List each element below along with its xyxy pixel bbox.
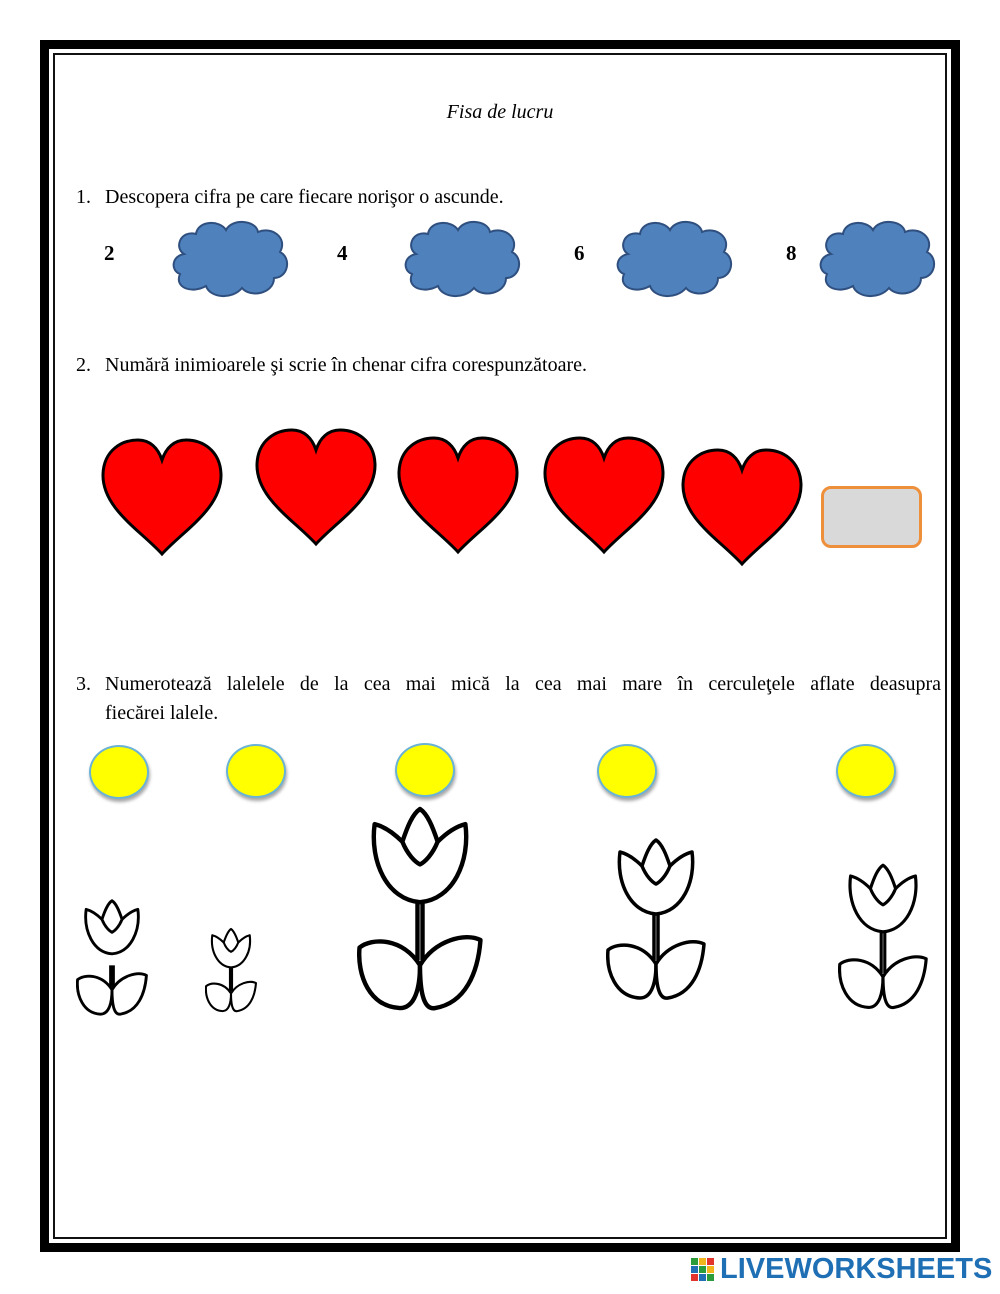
tulip-order-circle-2[interactable]	[226, 744, 286, 798]
heart-count-answer-box[interactable]	[821, 486, 922, 548]
heart-icon	[100, 438, 224, 558]
cloud-shape	[174, 222, 288, 296]
cloud-answer-1[interactable]	[170, 218, 292, 300]
liveworksheets-brand-text: LIVEWORKSHEETS	[720, 1252, 993, 1285]
tulip-order-circle-1[interactable]	[89, 745, 149, 799]
cloud-answer-2[interactable]	[402, 218, 524, 300]
cloud-answer-4[interactable]	[817, 218, 939, 300]
question-1-text: Descopera cifra pe care fiecare norişor o ascunde.	[105, 186, 504, 208]
sequence-number-3: 6	[574, 241, 585, 265]
question-1-number: 1.	[76, 186, 91, 208]
question-3-text-line-1: Numerotează lalelele de la cea mai mică la cea mai mare în cerculeţele aflate deasupra	[105, 673, 941, 695]
tulip-order-circle-3[interactable]	[395, 743, 455, 797]
tulip-icon	[606, 822, 706, 1012]
heart-icon	[396, 436, 520, 556]
heart-icon	[680, 448, 804, 568]
heart-icon	[542, 436, 666, 556]
sequence-number-1: 2	[104, 241, 115, 265]
cloud-answer-3[interactable]	[614, 218, 736, 300]
tulip-icon	[76, 895, 148, 1017]
liveworksheets-logo-icon	[690, 1256, 716, 1282]
tulip-icon	[357, 798, 483, 1014]
tulip-order-circle-5[interactable]	[836, 744, 896, 798]
question-2-text: Numără inimioarele şi scrie în chenar cifra corespunzătoare.	[105, 354, 587, 376]
question-3-text-line-2: fiecărei lalele.	[105, 702, 219, 724]
question-3-number: 3.	[76, 673, 91, 695]
sequence-number-4: 8	[786, 241, 797, 265]
liveworksheets-logo[interactable]	[690, 1252, 992, 1286]
question-2-number: 2.	[76, 354, 91, 376]
worksheet-title: Fisa de lucru	[446, 101, 554, 123]
heart-icon	[254, 428, 378, 548]
sequence-number-2: 4	[337, 241, 348, 265]
tulip-icon	[205, 920, 257, 1018]
tulip-order-circle-4[interactable]	[597, 744, 657, 798]
tulip-icon	[838, 853, 928, 1016]
